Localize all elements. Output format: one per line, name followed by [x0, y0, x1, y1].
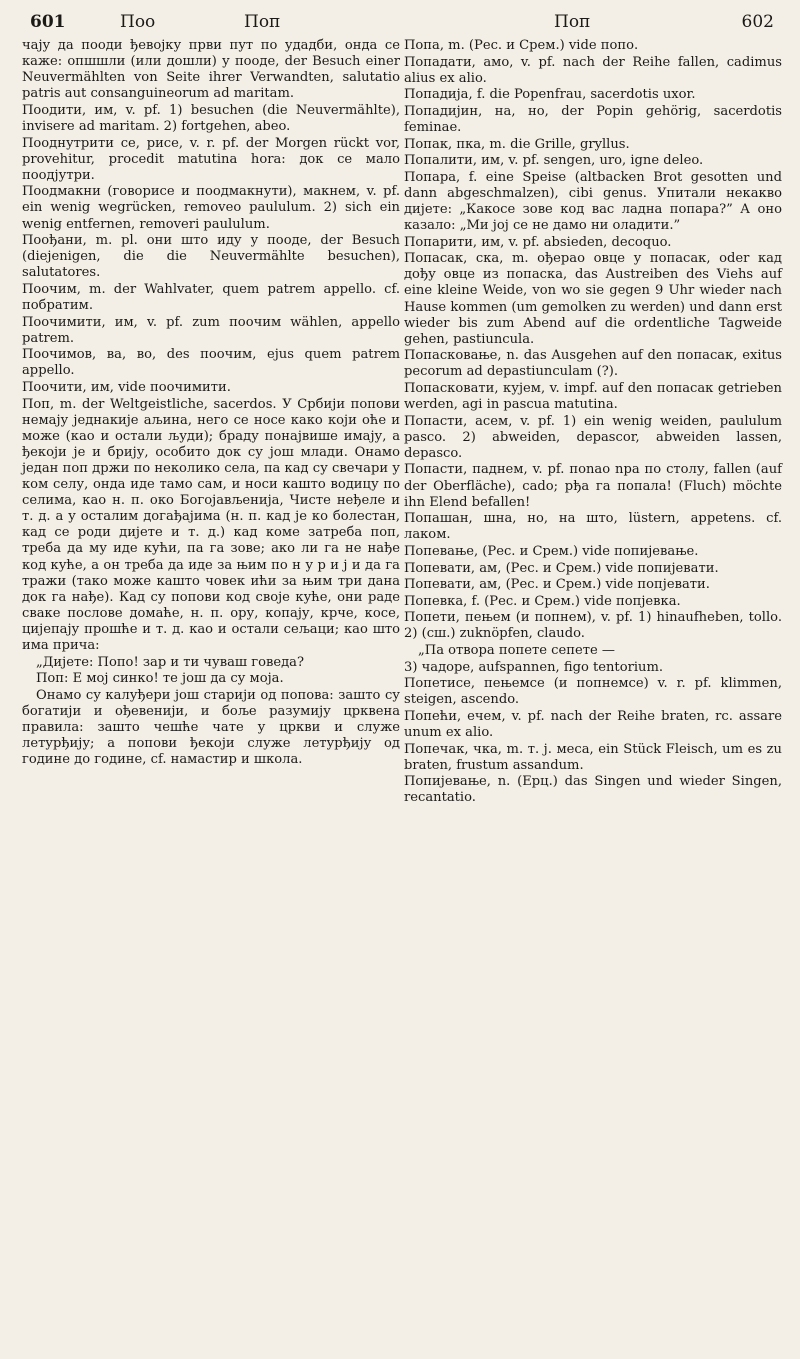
entry-continuation: чају да пооди ђевојку први пут по удадби, онда се каже: опшшли (или дошли) у пооде, der Besuch einer Neuvermählten von Seite ihrer Verwandten, salutatio patris aut consanguineorum ad maritam.	[22, 38, 400, 102]
guide-word-left-last: Поп	[244, 12, 281, 32]
dictionary-entry: Попећи, ечем, v. pf. nach der Reihe braten, rc. assare unum ex alio.	[404, 708, 782, 740]
dictionary-entry: Поочим, m. der Wahlvater, quem patrem appello. cf. побратим.	[22, 281, 400, 313]
dictionary-entry: Попадијин, на, но, der Popin gehörig, sacerdotis feminae.	[404, 103, 782, 135]
right-column	[404, 38, 782, 807]
dictionary-entry: Попетисе, пењемсе (и попнемсе) v. r. pf. klimmen, steigen, ascendo.	[404, 676, 782, 708]
dictionary-entry: Попасковати, кујем, v. impf. auf den попасак getrieben werden, agi in pascua matutina.	[404, 380, 782, 413]
dictionary-entry: Попети, пењем (и попнем), v. pf. 1) hinaufheben, tollo. 2) (сш.) zuknöpfen, claudo.	[404, 610, 782, 642]
page-number-right: 602	[741, 12, 774, 32]
dictionary-entry: Поодмакни (говорисе и поодмакнути), макнем, v. pf. ein wenig wegrücken, removeo paululum. 2) sich ein wenig entfernen, removeri paululum.	[22, 184, 400, 232]
dictionary-entry: Попевати, ам, (Рес. и Срем.) vide попијевати.	[404, 560, 719, 576]
dictionary-entry: Поодити, им, v. pf. 1) besuchen (die Neuvermählte), invisere ad maritam. 2) fortgehen, abeo.	[22, 102, 400, 134]
dictionary-entry: Попадија, f. die Popenfrau, sacerdotis uxor.	[404, 87, 696, 103]
dictionary-entry: Попасак, ска, m. ођерао овце у попасак, oder кад дођу овце из попаска, das Austreiben des Viehs auf eine kleine Weide, von wo sie gegen 9 Uhr wieder nach Hause kommen (um gemolken zu werden) und dann erst wieder bis zum Abend auf die ordentliche Tagweide gehen, pastiuncula.	[404, 251, 782, 347]
dictionary-entry: Попа, m. (Рес. и Срем.) vide попо.	[404, 38, 639, 53]
text-columns	[22, 38, 782, 807]
guide-word-left-first: Поо	[120, 12, 156, 32]
dictionary-entry: Попевање, (Рес. и Срем.) vide попијевање.	[404, 543, 699, 559]
page-header	[22, 10, 782, 38]
dialogue-line: Поп: Е мој синко! те још да су моја.	[36, 671, 284, 687]
dictionary-entry: Поочимити, им, v. pf. zum поочим wählen, appello patrem.	[22, 314, 400, 346]
dictionary-entry: Поођани, m. pl. они што иду у пооде, der Besuch (diejenigen, die die Neuvermählte besuchen), salutatores.	[22, 233, 400, 281]
dictionary-entry: Поочити, им, vide поочимити.	[22, 379, 231, 395]
dictionary-entry: Пооднутрити се, рисе, v. r. pf. der Morgen rückt vor, provehitur, procedit matutina hora: док се мало поодјутри.	[22, 135, 400, 183]
dictionary-entry: Попак, пка, m. die Grille, gryllus.	[404, 136, 630, 152]
entry-continuation: 3) чадоре, aufspannen, figo tentorium.	[404, 659, 664, 675]
dictionary-entry: Попарити, им, v. pf. absieden, decoquo.	[404, 234, 672, 250]
dictionary-entry: Попасти, асем, v. pf. 1) ein wenig weiden, paululum pasco. 2) abweiden, depascor, abweiden lassen, depasco.	[404, 413, 782, 461]
dictionary-entry: Попара, f. eine Speise (altbacken Brot gesotten und dann abgeschmalzen), cibi genus. Упитали некакво дијете: „Какосе зове код вас ладна попара?” А оно казало: „Ми јој се не дамо ни оладити.”	[404, 169, 782, 234]
dictionary-entry: Попијевање, n. (Ерц.) das Singen und wieder Singen, recantatio.	[404, 774, 782, 806]
dictionary-entry: Попашан, шна, но, на што, lüstern, appetens. cf. лаком.	[404, 511, 782, 543]
dictionary-entry: Попасти, паднем, v. pf. поnao npa по столу, fallen (auf der Oberfläche), cado; рђа га попала! (Fluch) möchte ihn Elend befallen!	[404, 462, 782, 510]
dictionary-entry: Попевати, ам, (Рес. и Срем.) vide попјевати.	[404, 577, 710, 593]
left-column	[22, 38, 400, 807]
dictionary-entry: Попадати, амо, v. pf. nach der Reihe fallen, cadimus alius ex alio.	[404, 54, 782, 86]
page-number-left: 601	[30, 12, 66, 32]
quoted-verse: „Па отвора попете сепете —	[418, 642, 615, 658]
dictionary-entry: Попевка, f. (Рес. и Срем.) vide попјевка.	[404, 593, 681, 609]
dictionary-entry: Попалити, им, v. pf. sengen, uro, igne deleo.	[404, 153, 704, 169]
dictionary-entry: Попечак, чка, m. т. ј. меса, ein Stück Fleisch, um es zu braten, frustum assandum.	[404, 741, 782, 773]
dictionary-entry: Поп, m. der Weltgeistliche, sacerdos. У Србији попови немају једнакије аљина, него се носе како који оће и може (као и остали људи); браду понајвише имају, а ђекоји је и брију, особито док су још млади. Онамо један поп држи по неколико села, па кад су свечари у ком селу, онда иде тамо сам, и носи кашто водицу по селима, као н. п. око Богојављенија, Чисте неђеле и т. д. а у осталим догађајима (н. п. кад је ко болестан, кад се роди дијете и т. д.) кад коме затреба поп, треба да му иде кући, па га зове; ако ли га не нађе код куће, а он треба да иде за њим по н у р и ј и да га тражи (тако може кашто човек ићи за њим три дана док га нађе). Кад су попови код своје куће, они раде сваке послове домаће, н. п. ору, копају, крче, косе, цијепају прошће и т. д. као и остали сељаци; као што има прича:	[22, 396, 400, 653]
dialogue-line: „Дијете: Попо! зар и ти чуваш говеда?	[36, 654, 305, 670]
dictionary-entry: Попасковање, n. das Ausgehen auf den попасак, exitus pecorum ad depastiunculam (?).	[404, 348, 782, 380]
entry-paragraph: Онамо су калуђери још старији од попова: зашто су богатији и ођевенији, и боље разумију црквена правила: зашто чешће чате у цркви и служе летурђију; а попови ђекоји служе летурђију од године до године, cf. намастир и школа.	[22, 687, 400, 768]
dictionary-entry: Поочимов, ва, во, des поочим, ejus quem patrem appello.	[22, 347, 400, 379]
guide-word-right: Поп	[554, 12, 591, 32]
